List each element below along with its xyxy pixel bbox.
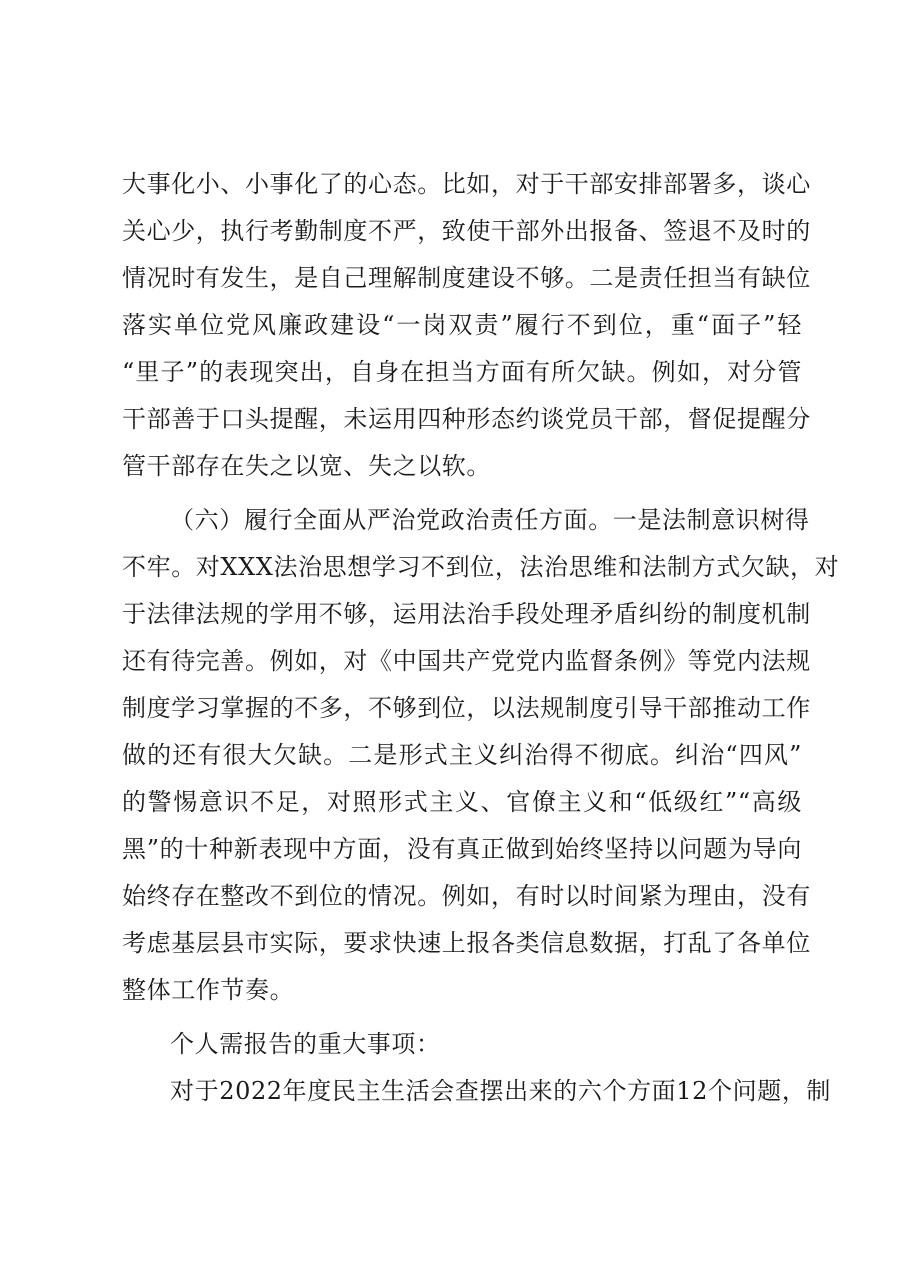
text-line: 整体工作节奏。 bbox=[122, 976, 295, 1004]
text-line: 于法律法规的学用不够，运用法治手段处理矛盾纠纷的制度机制 bbox=[122, 600, 811, 628]
text-line: 做的还有很大欠缺。二是形式主义纠治得不彻底。纠治“四风” bbox=[122, 741, 802, 769]
section-heading-line: （六）履行全面从严治党政治责任方面。一是法制意识树得 bbox=[170, 506, 810, 534]
text-line: 始终存在整改不到位的情况。例如，有时以时间紧为理由，没有 bbox=[122, 882, 811, 910]
text-line: 管干部存在失之以宽、失之以软。 bbox=[122, 452, 491, 480]
text-line: 的警惕意识不足，对照形式主义、官僚主义和“低级红”“高级 bbox=[122, 788, 802, 816]
text-line: 不牢。对XXX法治思想学习不到位，法治思维和法制方式欠缺，对 bbox=[122, 553, 840, 581]
text-line: 干部善于口头提醒，未运用四种形态约谈党员干部，督促提醒分 bbox=[122, 405, 811, 433]
text-line: 大事化小、小事化了的心态。比如，对于干部安排部署多，谈心 bbox=[122, 170, 811, 198]
text-line: 制度学习掌握的不多，不够到位，以法规制度引导干部推动工作 bbox=[122, 694, 811, 722]
text-line: 落实单位党风廉政建设“一岗双责”履行不到位，重“面子”轻 bbox=[122, 311, 802, 339]
text-line: 黑”的十种新表现中方面，没有真正做到始终坚持以问题为导向 bbox=[122, 835, 802, 863]
report-heading-line: 个人需报告的重大事项： bbox=[170, 1030, 441, 1058]
text-line: 对于2022年度民主生活会查摆出来的六个方面12个问题，制 bbox=[170, 1077, 832, 1105]
text-line: 关心少，执行考勤制度不严，致使干部外出报备、签退不及时的 bbox=[122, 217, 811, 245]
text-line: 考虑基层县市实际，要求快速上报各类信息数据，打乱了各单位 bbox=[122, 929, 811, 957]
text-line: “里子”的表现突出，自身在担当方面有所欠缺。例如，对分管 bbox=[122, 358, 802, 386]
text-line: 还有待完善。例如，对《中国共产党党内监督条例》等党内法规 bbox=[122, 647, 811, 675]
text-line: 情况时有发生，是自己理解制度建设不够。二是责任担当有缺位 bbox=[122, 264, 811, 292]
